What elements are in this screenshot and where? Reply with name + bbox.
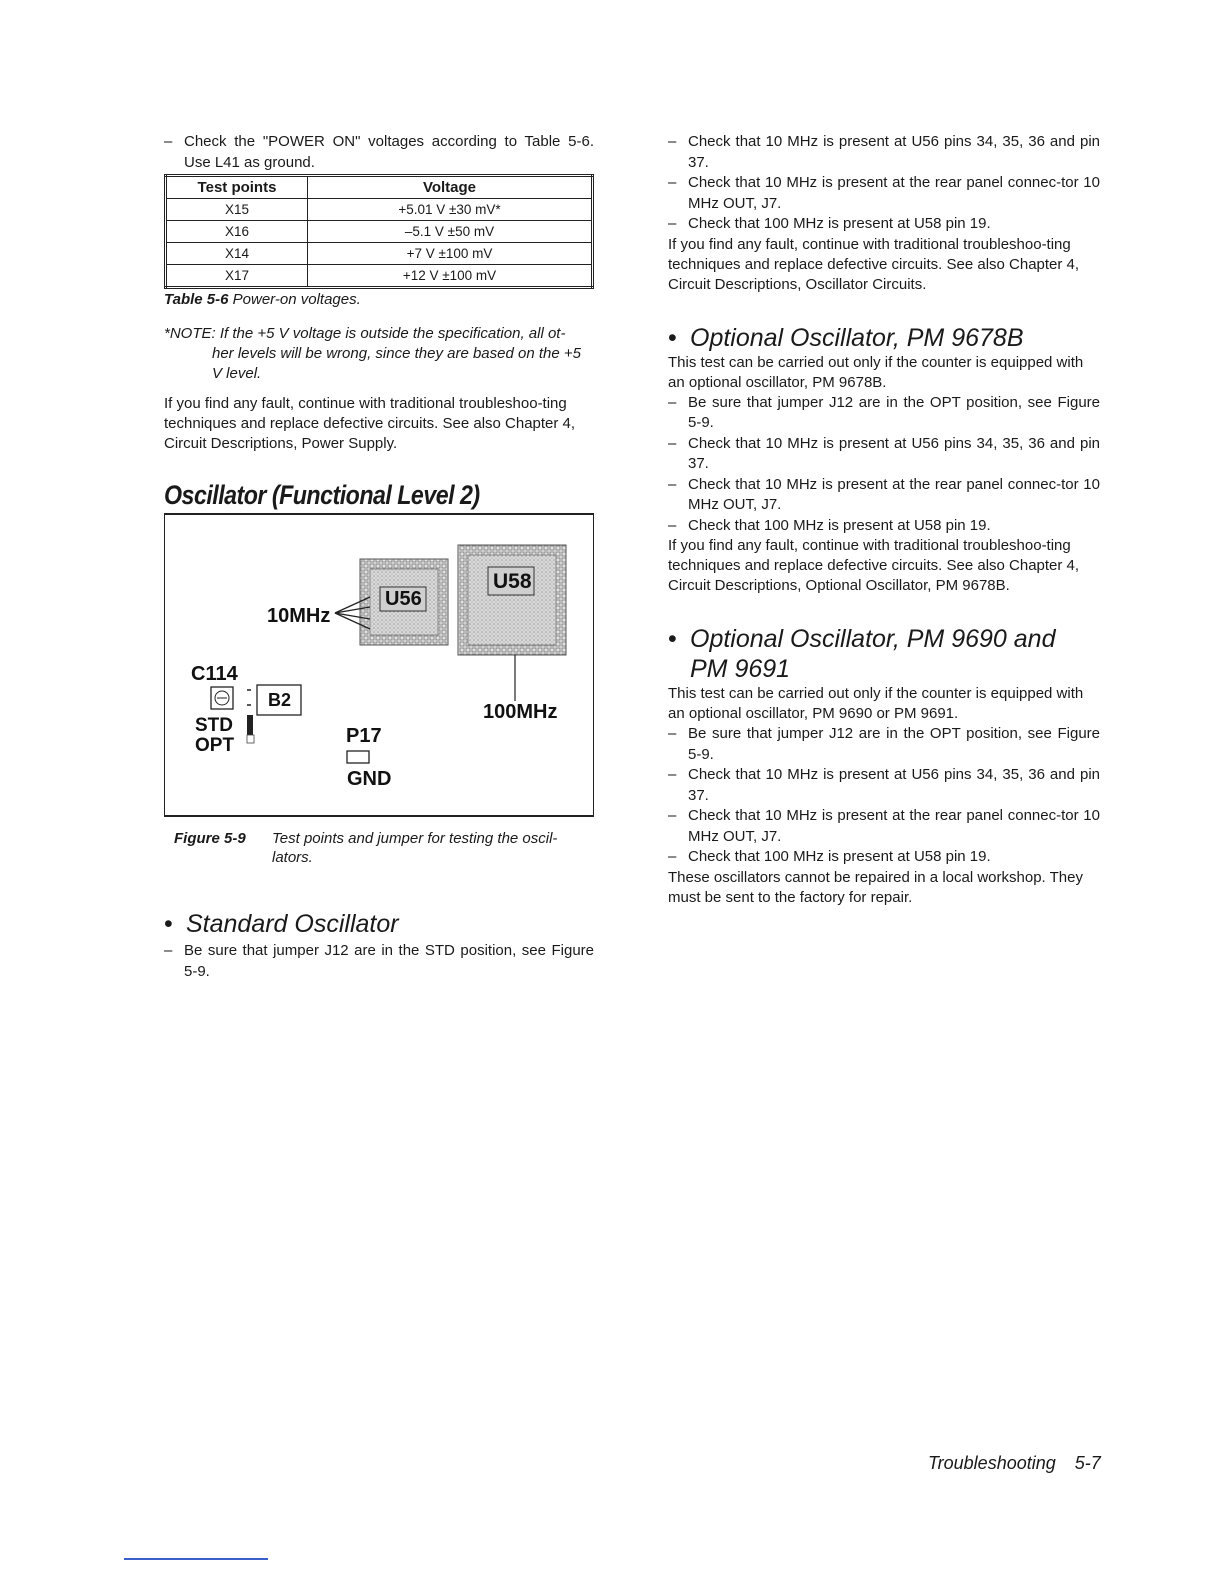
- footer-section: Troubleshooting: [928, 1453, 1056, 1473]
- label-gnd: GND: [347, 768, 392, 790]
- table-row: [166, 221, 593, 243]
- section-title: Oscillator (Functional Level 2): [164, 480, 480, 510]
- fault-paragraph: If you find any fault, continue with traditional troubleshoo-ting techniques and replace defective circuits. See also Chapter 4, Circuit Descriptions, Oscillator Circuits.: [668, 235, 1080, 293]
- table-cell: +7 V ±100 mV: [308, 243, 593, 265]
- label-std: STD: [195, 715, 233, 736]
- label-u58: U58: [493, 570, 532, 593]
- note-rest: her levels will be wrong, since they are based on the +5 V level.: [212, 345, 581, 382]
- closing-paragraph: These oscillators cannot be repaired in a local workshop. They must be sent to the factory for repair.: [668, 868, 1083, 906]
- table-caption: [164, 291, 594, 308]
- table-cell: X16: [166, 221, 308, 243]
- figure-caption: [174, 829, 594, 867]
- label-p17: P17: [346, 725, 382, 747]
- table-row: [166, 243, 593, 265]
- right-column: [668, 132, 1100, 908]
- optional-oscillator-9690-heading: • Optional Oscillator, PM 9690 and PM 9691: [668, 625, 1056, 683]
- opt-jumper-icon: [247, 735, 254, 743]
- table-cell: +12 V ±100 mV: [308, 265, 593, 288]
- oscillator-figure: [164, 513, 594, 817]
- check-item: – Be sure that jumper J12 are in the OPT position, see Figure 5-9.: [668, 393, 1100, 431]
- u58-chip: [458, 545, 566, 655]
- table-header-row: [166, 176, 593, 199]
- std-jumper-icon: [247, 715, 253, 735]
- table-cell: X17: [166, 265, 308, 288]
- opt2-intro: This test can be carried out only if the counter is equipped with an optional oscillator, PM 9690 or PM 9691.: [668, 685, 1084, 722]
- label-100mhz: 100MHz: [483, 701, 558, 723]
- label-opt: OPT: [195, 735, 235, 756]
- std-jumper-item: – Be sure that jumper J12 are in the STD position, see Figure 5-9.: [164, 942, 594, 980]
- check-item: – Check that 100 MHz is present at U58 pin 19.: [668, 516, 991, 534]
- page-number: 5-7: [1074, 1453, 1101, 1473]
- check-item: – Check that 10 MHz is present at U56 pins 34, 35, 36 and pin 37.: [668, 133, 1100, 171]
- power-on-check-item: – Check the "POWER ON" voltages according to Table 5-6. Use L41 as ground.: [164, 133, 594, 171]
- fault-paragraph: If you find any fault, continue with traditional troubleshoo-ting techniques and replace defective circuits. See also Chapter 4, Circuit Descriptions, Power Supply.: [164, 395, 576, 452]
- label-10mhz: 10MHz: [267, 605, 331, 627]
- check-item: – Check that 100 MHz is present at U58 pin 19.: [668, 848, 991, 865]
- p17-testpoint-icon: [347, 751, 369, 763]
- header-test-points: Test points: [166, 176, 308, 199]
- c114-trimmer-icon: [211, 687, 233, 709]
- left-column: [164, 132, 594, 982]
- label-b2: B2: [268, 690, 292, 710]
- check-item: – Check that 10 MHz is present at U56 pins 34, 35, 36 and pin 37.: [668, 766, 1100, 804]
- note-first-line: *NOTE: If the +5 V voltage is outside the specification, all ot-: [164, 325, 566, 342]
- table-caption-label: Table 5-6: [164, 291, 229, 308]
- check-item: – Check that 10 MHz is present at the rear panel connec-tor 10 MHz OUT, J7.: [668, 475, 1100, 513]
- table-row: [166, 265, 593, 288]
- table-cell: X15: [166, 199, 308, 221]
- label-u56: U56: [385, 588, 422, 610]
- table-cell: X14: [166, 243, 308, 265]
- figure-caption-label: Figure 5-9: [174, 830, 246, 847]
- figure-caption-text: Test points and jumper for testing the oscil-lators.: [272, 830, 558, 866]
- fault-paragraph: If you find any fault, continue with traditional troubleshoo-ting techniques and replace defective circuits. See also Chapter 4, Circuit Descriptions, Optional Oscillator, PM 9678B.: [668, 537, 1080, 594]
- table-cell: +5.01 V ±30 mV*: [308, 199, 593, 221]
- power-on-voltage-table: [164, 174, 594, 289]
- label-c114: C114: [191, 663, 238, 685]
- header-voltage: Voltage: [308, 176, 593, 199]
- check-item: – Check that 100 MHz is present at U58 pin 19.: [668, 215, 991, 232]
- table-cell: –5.1 V ±50 mV: [308, 221, 593, 243]
- page-footer: [928, 1453, 1101, 1474]
- voltage-note: [164, 324, 594, 384]
- check-item: – Check that 10 MHz is present at the rear panel connec-tor 10 MHz OUT, J7.: [668, 807, 1100, 845]
- optional-oscillator-9678b-heading: • Optional Oscillator, PM 9678B: [668, 323, 1024, 352]
- table-caption-text: Power-on voltages.: [232, 291, 361, 308]
- table-row: [166, 199, 593, 221]
- standard-oscillator-heading: • Standard Oscillator: [164, 910, 399, 938]
- check-item: – Be sure that jumper J12 are in the OPT position, see Figure 5-9.: [668, 725, 1100, 763]
- bottom-link-line: [124, 1558, 268, 1560]
- check-item: – Check that 10 MHz is present at the rear panel connec-tor 10 MHz OUT, J7.: [668, 174, 1100, 212]
- check-item: – Check that 10 MHz is present at U56 pins 34, 35, 36 and pin 37.: [668, 434, 1100, 472]
- opt1-intro: This test can be carried out only if the counter is equipped with an optional oscillator, PM 9678B.: [668, 353, 1084, 391]
